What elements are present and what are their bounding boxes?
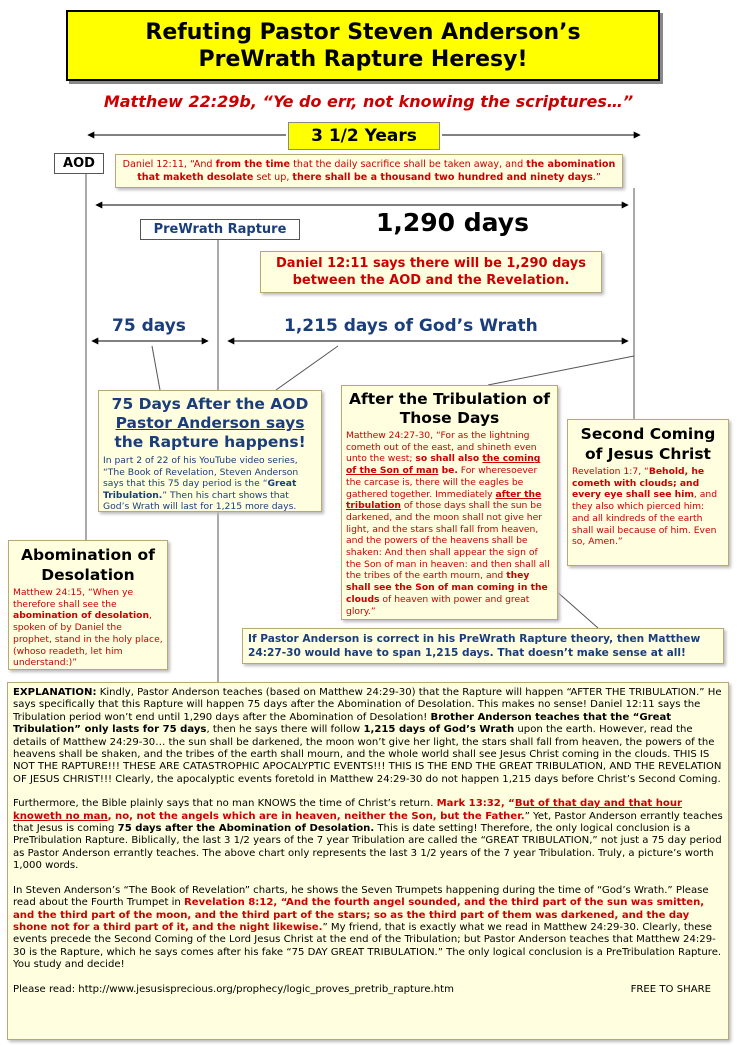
days-1215-label: 1,215 days of God’s Wrath [284,316,538,336]
explanation-panel [7,682,729,1040]
box-abom-body: Matthew 24:15, “When ye therefore shall see the abomination of desolation, spoken of by Daniel the prophet, stand in the holy place, (whoso readeth, let him understand:)” [13,587,163,669]
box-75-heading-3: the Rapture happens! [114,433,306,451]
footer-share: FREE TO SHARE [630,983,711,995]
box-second-coming [567,419,729,566]
subtitle-verse: Matthew 22:29b, “Ye do err, not knowing the scriptures…” [103,92,634,111]
box-after-tribulation [341,385,558,620]
box-75-body: In part 2 of 22 of his YouTube video series, “The Book of Revelation, Steven Anderson says that this 75 day period is the “Great Tribulation.” Then his chart shows that God’s Wrath will last for 1,215 more days. [103,455,299,512]
footer-link[interactable]: Please read: http://www.jesusisprecious.org/prophecy/logic_proves_pretrib_rapture.htm [13,983,454,995]
title-banner [66,10,660,81]
days-75-label: 75 days [112,316,186,336]
explanation-p1: EXPLANATION: Kindly, Pastor Anderson teaches (based on Matthew 24:29-30) that the Rapture will happen “AFTER THE TRIBULATION.” He says specifically that this Rapture will happen 75 days after the Abomination of Desolation. This makes no sense! Daniel 12:11 says the Tribulation period won’t end until 1,290 days after the Abomination of Desolation! Brother Anderson teaches that the “Great Tribulation” only lasts for 75 days, then he says there will follow 1,215 days of God’s Wrath upon the earth. However, read the details of Matthew 24:29-30… the sun shall be darkened, the moon won’t give her light, the stars shall fall from heaven, the powers of the heavens shall be shaken, and the tribes of the earth shall mourn, and the whole world shall see Jesus Christ coming in the clouds. THIS IS NOT THE RAPTURE!!! THESE ARE CATASTROPHIC APOCALYPTIC EVENTS!!! THIS IS THE END THE GREAT TRIBULATION, AND THE REVELATION OF JESUS CHRIST!!! Clearly, the apocalyptic events foretold in Matthew 24:29-30 do not happen 1,215 days before Christ’s Second Coming. [13,687,722,785]
daniel-note: Daniel 12:11, “And from the time that the daily sacrifice shall be taken away, and the abomination that maketh desolate set up, there shall be a thousand two hundred and ninety days.” [115,154,623,188]
box-conclusion: If Pastor Anderson is correct in his PreWrath Rapture theory, then Matthew 24:27-30 would have to span 1,215 days. That doesn’t make sense at all! [242,628,724,664]
box-abomination [8,540,168,670]
title-line-2: PreWrath Rapture Heresy! [198,46,528,72]
box-abom-heading: Abomination of Desolation [21,546,155,584]
box-sc-heading: Second Coming of Jesus Christ [580,425,716,463]
explanation-p3: In Steven Anderson’s “The Book of Revelation” charts, he shows the Seven Trumpets happening during the time of “God’s Wrath.” Please read about the Fourth Trumpet in Revelation 8:12, “And the fourth angel sounded, and the third part of the sun was smitten, and the third part of the moon, and the third part of the stars; so as the third part of them was darkened, and the day shone not for a third part of it, and the night likewise.” My friend, that is exactly what we read in Matthew 24:29-30. Clearly, these events precede the Second Coming of the Lord Jesus Christ at the end of the Tribulation; but Pastor Anderson teaches that Matthew 24:29-30 is the Rapture, which he says comes after his fake “75 DAY GREAT TRIBULATION.” The only logical conclusion is a PreTribulation Rapture. You study and decide! [13,884,722,971]
box-75-heading-2: Pastor Anderson says [115,414,305,432]
box-75-heading-1: 75 Days After the AOD [111,395,309,413]
box-trib-heading: After the Tribulation of Those Days [349,390,550,427]
footer [13,984,723,996]
title-line-1: Refuting Pastor Steven Anderson’s [145,19,581,45]
daniel-summary-note: Daniel 12:11 says there will be 1,290 days between the AOD and the Revelation. [260,251,602,293]
prewrath-label: PreWrath Rapture [140,219,300,240]
box-sc-body: Revelation 1:7, “Behold, he cometh with clouds; and every eye shall see him, and they also which pierced him: and all kindreds of the earth shall wail because of him. Even so, Amen.” [572,466,718,548]
box-trib-body: Matthew 24:27-30, “For as the lightning cometh out of the east, and shineth even unto the west; so shall also the coming of the Son of man be. For wheresoever the carcase is, there will the eagles be gathered together. Immediately after the tribulation of those days shall the sun be darkened, and the moon shall not give her light, and the stars shall fall from heaven, and the powers of the heavens shall be shaken: And then shall appear the sign of the Son of man in heaven: and then shall all the tribes of the earth mourn, and they shall see the Son of man coming in the clouds of heaven with power and great glory.” [346,430,550,617]
aod-label: AOD [54,153,104,174]
box-75-days [98,390,322,512]
years-label: 3 1/2 Years [288,122,440,150]
explanation-p2: Furthermore, the Bible plainly says that no man KNOWS the time of Christ’s return. Mark 13:32, “But of that day and that hour knoweth no man, no, not the angels which are in heaven, neither the Son, but the Father.” Yet, Pastor Anderson errantly teaches that Jesus is coming 75 days after the Abomination of Desolation. This is date setting! Therefore, the only logical conclusion is a PreTribulation Rapture. Biblically, the last 3 1/2 years of the 7 year Tribulation are called the “GREAT TRIBULATION,” not just a 75 day period as Pastor Anderson errantly teaches. The above chart only represents the last 3 1/2 years of the 7 year Tribulation. Truly, a picture’s worth 1,000 words. [13,798,723,872]
days-1290-label: 1,290 days [376,208,529,237]
